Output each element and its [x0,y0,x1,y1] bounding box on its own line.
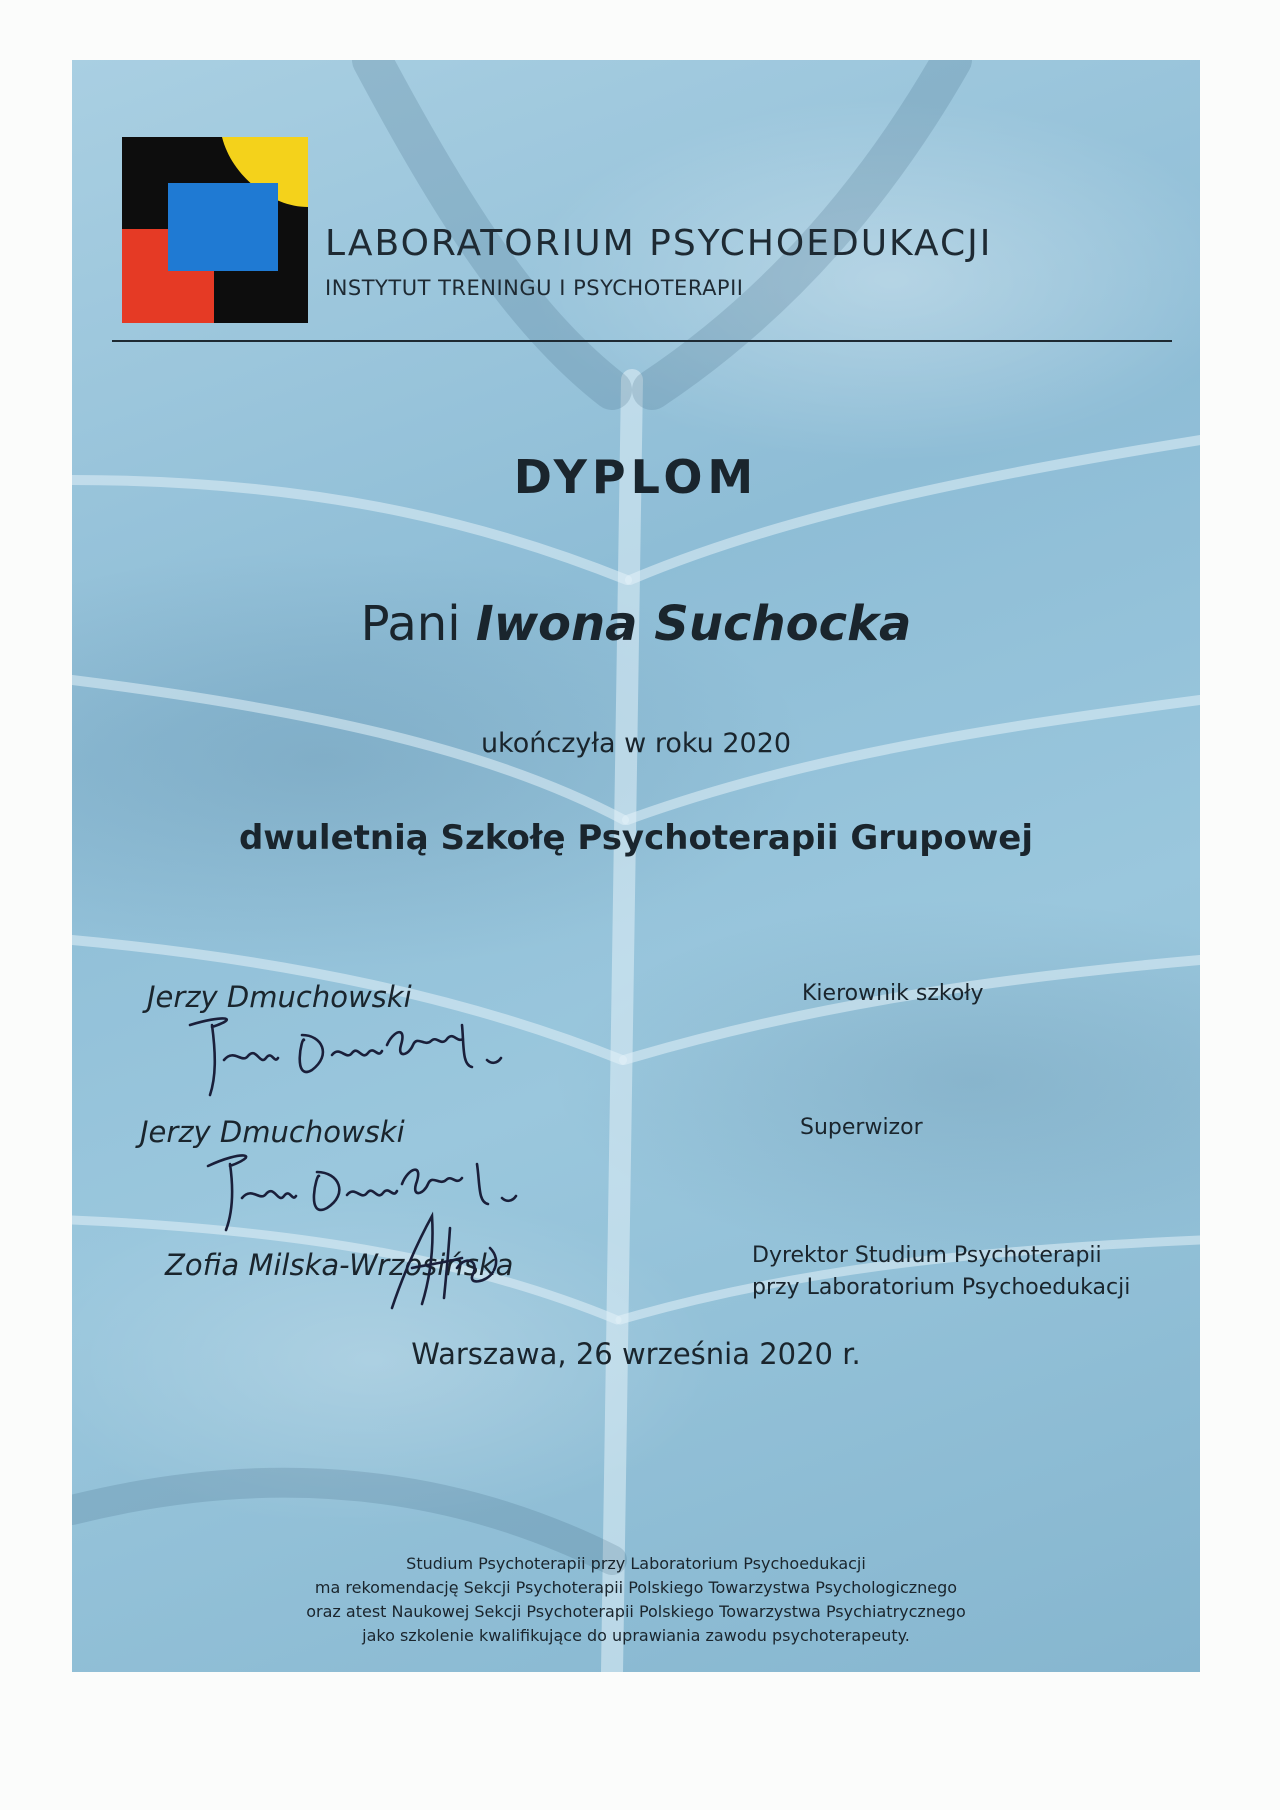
completion-text: ukończyła w roku 2020 [480,728,792,759]
signatory-role: Dyrektor Studium Psychoterapii przy Laboratorium Psychoedukacji [752,1243,1131,1300]
institute-subtitle: INSTYTUT TRENINGU I PSYCHOTERAPII [325,276,744,300]
signatory-name: Jerzy Dmuchowski [147,980,412,1014]
signatory-name: Zofia Milska-Wrzosińska [165,1248,514,1282]
institute-logo [122,137,308,323]
diploma-sheet [72,60,1200,1672]
course-name: dwuletnią Szkołę Psychoterapii Grupowej [238,818,1034,858]
handwritten-signature [372,1208,512,1318]
recipient-name: Iwona Suchocka [475,596,912,652]
salutation: Pani [360,596,461,652]
signatory-name: Jerzy Dmuchowski [140,1115,405,1149]
recipient-line [72,596,1200,652]
signatory-role: Kierownik szkoły [802,981,984,1006]
accreditation-footer: Studium Psychoterapii przy Laboratorium Psychoedukacji ma rekomendację Sekcji Psychoterapii Polskiego Towarzystwa Psychologicznego oraz atest Naukowej Sekcji Psychoterapii Polskiego Towarzystwa Psychiatrycznego jako szkolenie kwalifikujące do uprawiania zawodu psychoterapeuty. [306,1554,966,1645]
diploma-title: DYPLOM [513,450,759,504]
header-divider [112,340,1172,342]
signatory-role: Superwizor [800,1115,923,1140]
handwritten-signature [182,1005,512,1100]
place-and-date: Warszawa, 26 września 2020 r. [411,1337,861,1371]
institute-name: LABORATORIUM PSYCHOEDUKACJI [325,223,993,264]
